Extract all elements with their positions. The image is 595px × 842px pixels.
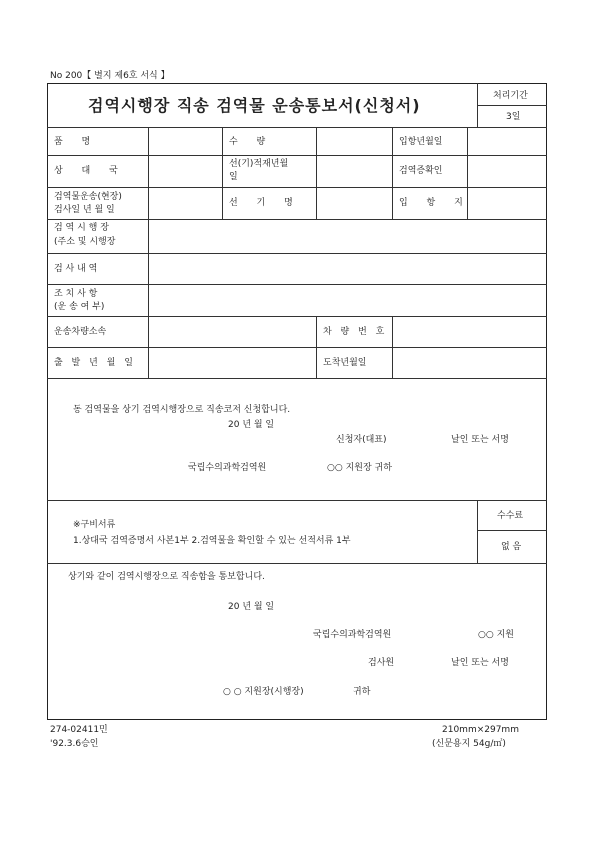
notice-org: 국립수의과학검역원	[313, 630, 392, 640]
fee-value: 없 음	[501, 542, 522, 552]
required-documents-list: 1.상대국 검역증명서 사본1부 2.검역물을 확인할 수 있는 선적서류 1부	[73, 536, 351, 546]
item-name-label: 품 명	[54, 137, 99, 147]
inspection-date-label: 검사일 년 월 일	[54, 205, 115, 215]
certificate-check-label: 검역증확인	[399, 166, 443, 176]
applicant-sign: 날인 또는 서명	[451, 435, 509, 445]
inspector-sign: 날인 또는 서명	[451, 658, 509, 668]
quarantine-site-label: 검 역 시 행 장	[54, 223, 109, 233]
footer-code: 274-02411민	[50, 725, 108, 735]
fee-label: 수수료	[497, 511, 524, 521]
quantity-label: 수 량	[229, 137, 274, 147]
action-taken-label: 조 치 사 항	[54, 289, 98, 299]
quarantine-site-sub-label: (주소 및 시행장	[54, 237, 116, 247]
departure-date-label: 출 발 년 월 일	[54, 358, 136, 368]
processing-period-value: 3일	[506, 112, 521, 122]
footer-paper-type: (신문용지 54g/㎡)	[432, 739, 506, 749]
notice-text: 상기와 같이 검역시행장으로 직송함을 통보합니다.	[68, 572, 265, 582]
arrival-date-label: 입항년월일	[399, 137, 443, 147]
notice-date: 20 년 월 일	[228, 602, 275, 612]
page-title: 검역시행장 직송 검역물 운송통보서(신청서)	[88, 96, 421, 115]
transport-status-label: (운 송 여 부)	[54, 302, 105, 312]
vehicle-number-label: 차 량 번 호	[323, 327, 388, 337]
arrival-date-2-label: 도착년월일	[323, 358, 367, 368]
notice-recipient-suffix: 귀하	[353, 687, 371, 697]
footer-paper-size: 210mm×297mm	[442, 725, 519, 735]
vessel-name-label: 선 기 명	[229, 198, 301, 208]
processing-period-label: 처리기간	[493, 91, 528, 101]
arrival-port-label: 입 항 지	[399, 198, 471, 208]
notice-branch: ○○ 지원	[478, 630, 514, 640]
inspection-details-label: 검 사 내 역	[54, 264, 98, 274]
inspector-label: 검사원	[368, 658, 395, 668]
recipient-org: 국립수의과학검역원	[188, 463, 267, 473]
vehicle-affiliation-label: 운송차량소속	[54, 327, 107, 337]
loading-date-label: 선(기)적재년월	[229, 159, 289, 169]
applicant-label: 신청자(대표)	[336, 435, 387, 445]
form-frame	[47, 83, 547, 720]
counterpart-country-label: 상 대 국	[54, 166, 126, 176]
application-date: 20 년 월 일	[228, 420, 275, 430]
notice-recipient: ○ ○ 지원장(시행장)	[223, 687, 304, 697]
application-text: 동 검역물을 상기 검역시행장으로 직송코저 신청합니다.	[73, 405, 291, 415]
transport-label: 검역물운송(현장)	[54, 192, 122, 202]
form-number: No 200【 별지 제6호 서식 】	[50, 71, 170, 81]
required-documents-title: ※구비서류	[73, 520, 116, 530]
recipient-branch: ○○ 지원장 귀하	[327, 463, 392, 473]
footer-approval: '92.3.6승인	[50, 739, 99, 749]
loading-date-label-2: 일	[229, 172, 238, 182]
